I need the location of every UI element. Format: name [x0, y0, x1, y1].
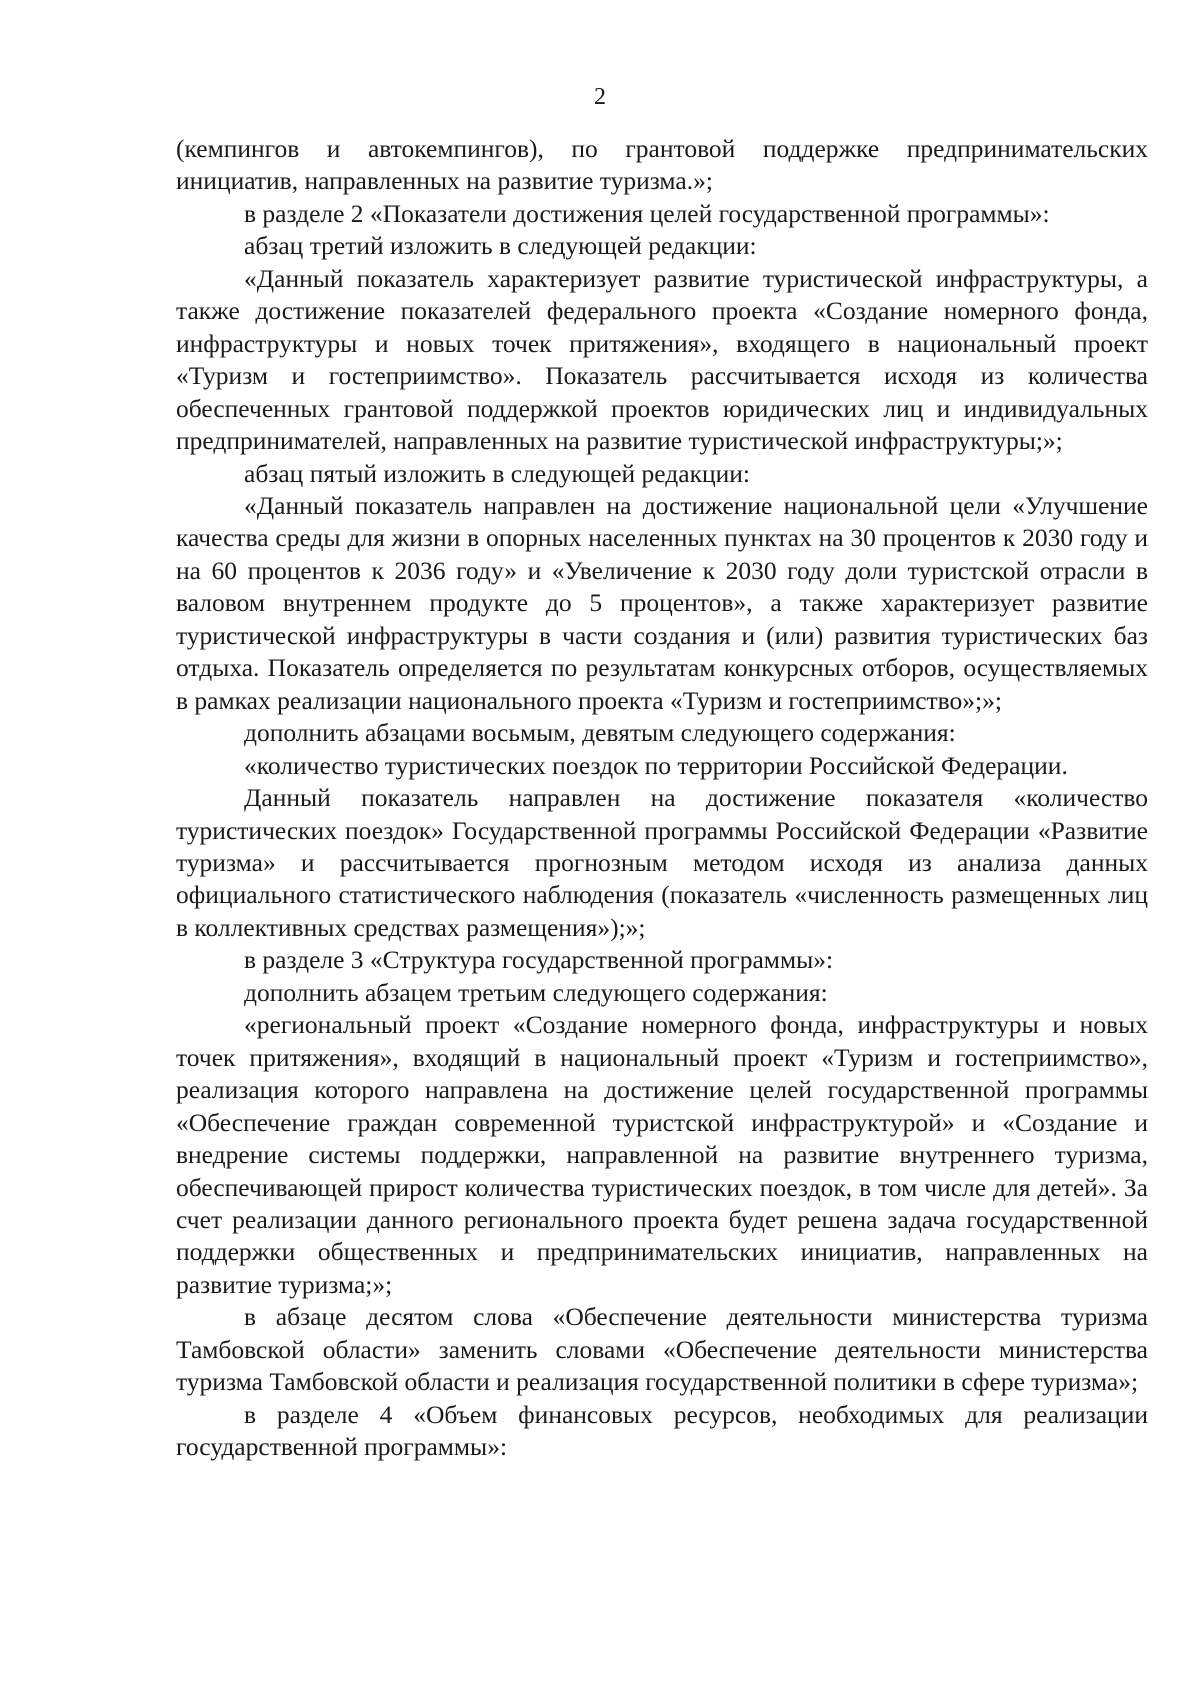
paragraph: «количество туристических поездок по территории Российской Федерации. — [244, 750, 1068, 780]
paragraph: «Данный показатель направлен на достижение национальной цели «Улучшение качества среды для жизни в опорных населенных пунктах на 30 процентов к 2030 году и на 60 процентов к 2036 году» и «Увеличение к 2030 году доли туристской отрасли в валовом внутреннем продукте до 5 процентов», а также характеризует развитие туристической инфраструктуры в части создания и (или) развития туристических баз отдыха. Показатель определяется по результатам конкурсных отборов, осуществляемых в рамках реализации национального проекта «Туризм и гостеприимство»;»; — [176, 490, 1148, 715]
paragraph: дополнить абзацем третьим следующего содержания: — [244, 977, 828, 1007]
paragraph: Данный показатель направлен на достижение показателя «количество туристических поездок» Государственной программы Российской Федерации «Развитие туризма» и рассчитывается прогнозным методом исходя из анализа данных официального статистического наблюдения (показатель «численность размещенных лиц в коллективных средствах размещения»);»; — [176, 783, 1148, 942]
paragraph: (кемпингов и автокемпингов), по грантовой поддержке предпринимательских инициатив, направленных на развитие туризма.»; — [176, 134, 1148, 196]
paragraph: в разделе 2 «Показатели достижения целей государственной программы»: — [244, 198, 1050, 228]
paragraph: в разделе 3 «Структура государственной программы»: — [244, 945, 834, 975]
paragraph: абзац пятый изложить в следующей редакции: — [244, 458, 750, 488]
paragraph: «региональный проект «Создание номерного фонда, инфраструктуры и новых точек притяжения», входящий в национальный проект «Туризм и гостеприимство», реализация которого направлена на достижение целей государственной программы «Обеспечение граждан современной туристской инфраструктурой» и «Создание и внедрение системы поддержки, направленной на развитие внутреннего туризма, обеспечивающей прирост количества туристических поездок, в том числе для детей». За счет реализации данного регионального проекта будет решена задача государственной поддержки общественных и предпринимательских инициатив, направленных на развитие туризма;»; — [176, 1010, 1148, 1299]
paragraph: абзац третий изложить в следующей редакции: — [244, 231, 757, 261]
paragraph: в абзаце десятом слова «Обеспечение деятельности министерства туризма Тамбовской области» заменить словами «Обеспечение деятельности министерства туризма Тамбовской области и реализация государственной политики в сфере туризма»; — [176, 1302, 1148, 1397]
paragraph: в разделе 4 «Объем финансовых ресурсов, необходимых для реализации государственной программы»: — [176, 1399, 1148, 1462]
document-body — [176, 133, 1148, 1464]
page-number: 2 — [594, 84, 606, 110]
paragraph: дополнить абзацами восьмым, девятым следующего содержания: — [244, 718, 956, 748]
paragraph: «Данный показатель характеризует развитие туристической инфраструктуры, а также достижение показателей федерального проекта «Создание номерного фонда, инфраструктуры и новых точек притяжения», входящего в национальный проект «Туризм и гостеприимство». Показатель рассчитывается исходя из количества обеспеченных грантовой поддержкой проектов юридических лиц и индивидуальных предпринимателей, направленных на развитие туристической инфраструктуры;»; — [176, 263, 1148, 456]
